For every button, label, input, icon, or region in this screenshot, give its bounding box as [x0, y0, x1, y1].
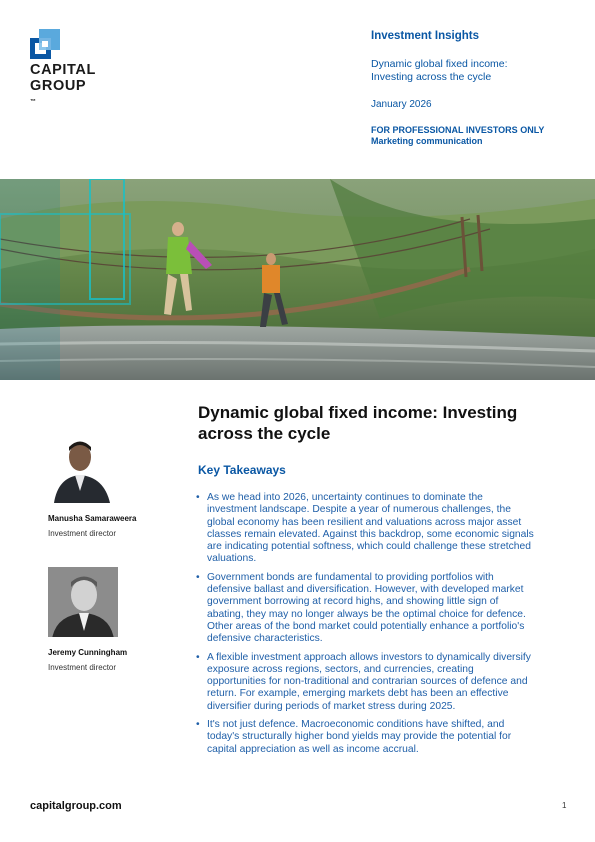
- article-title-line-2: across the cycle: [198, 424, 331, 443]
- key-takeaway-item: [196, 719, 576, 756]
- audience-notice: FOR PROFESSIONAL INVESTORS ONLY: [371, 125, 545, 135]
- key-takeaway-item: [196, 652, 576, 713]
- author-card-2: [48, 567, 127, 673]
- key-takeaway-line: government borrowing at record highs, and showing little sign of: [207, 596, 499, 608]
- author-role-2: Investment director: [48, 663, 117, 672]
- key-takeaway-line: investment landscape. Despite a year of numerous challenges, the: [207, 504, 511, 516]
- key-takeaway-line: defensive ballast and diversification. However, with developed market: [207, 584, 524, 596]
- author-photo-1: [48, 433, 118, 503]
- key-takeaway-line: abating, they may no longer always be the optimal choice for defence.: [207, 608, 526, 620]
- key-takeaway-line: capital appreciation as well as income accrual.: [207, 743, 419, 755]
- key-takeaway-line: return. For example, emerging markets debt has been an effective: [207, 688, 509, 700]
- key-takeaway-line: Other areas of the bond market could potentially enhance a portfolio's: [207, 620, 525, 632]
- document-title-line-2: Investing across the cycle: [371, 71, 492, 83]
- logo-wordmark: [30, 62, 140, 110]
- key-takeaway-line: A flexible investment approach allows investors to dynamically diversify: [207, 651, 531, 663]
- key-takeaways-list: [196, 492, 576, 762]
- bullet-dot-icon: •: [196, 571, 200, 583]
- article-title-line-1: Dynamic global fixed income: Investing: [198, 403, 518, 422]
- marketing-notice: Marketing communication: [371, 136, 483, 146]
- publication-date: January 2026: [371, 99, 432, 110]
- key-takeaway-line: diversifier during periods of market stress during 2025.: [207, 700, 456, 712]
- document-title: [371, 58, 581, 84]
- page-number: 1: [562, 801, 567, 810]
- hero-image: [0, 179, 595, 380]
- hikers-bridge-illustration: [0, 179, 595, 380]
- author-photo-2: [48, 567, 118, 637]
- author-name-1: Manusha Samaraweera: [48, 514, 137, 523]
- key-takeaway-line: As we head into 2026, uncertainty continues to dominate the: [207, 492, 483, 503]
- author-role-1: Investment director: [48, 529, 117, 538]
- key-takeaway-line: are indicating potential softness, which could challenge these stretched: [207, 541, 531, 553]
- document-header: [371, 29, 581, 147]
- key-takeaway-item: [196, 572, 576, 646]
- bullet-dot-icon: •: [196, 719, 200, 731]
- key-takeaway-line: Government bonds are fundamental to providing portfolios with: [207, 571, 494, 583]
- author-card-1: [48, 433, 137, 539]
- document-title-line-1: Dynamic global fixed income:: [371, 58, 508, 70]
- key-takeaway-line: exposure across regions, sectors, and currencies, creating: [207, 663, 474, 675]
- logo-line-2: GROUP ™: [30, 78, 140, 110]
- key-takeaway-line: It's not just defence. Macroeconomic conditions have shifted, and: [207, 719, 505, 731]
- capital-group-logo: [30, 29, 96, 105]
- key-takeaways-heading: Key Takeaways: [198, 463, 286, 477]
- footer-website[interactable]: capitalgroup.com: [30, 800, 122, 812]
- key-takeaway-item: [196, 492, 576, 566]
- key-takeaway-line: global economy has been resilient and valuations across major asset: [207, 516, 522, 528]
- bullet-dot-icon: •: [196, 492, 200, 503]
- logo-line-1: CAPITAL: [30, 62, 96, 78]
- key-takeaway-line: defensive characteristics.: [207, 633, 323, 645]
- key-takeaway-line: valuations.: [207, 553, 257, 565]
- key-takeaway-line: opportunities for non-traditional and contrarian sources of defence and: [207, 676, 528, 688]
- author-name-2: Jeremy Cunningham: [48, 648, 128, 657]
- bullet-dot-icon: •: [196, 651, 200, 663]
- article-title: [198, 402, 578, 444]
- key-takeaway-line: today's structurally higher bond yields may provide the potential for: [207, 731, 512, 743]
- author-portrait-icon: [48, 567, 118, 637]
- key-takeaway-line: classes remain elevated. Against this backdrop, some economic signals: [207, 528, 534, 540]
- trademark: ™: [30, 99, 36, 105]
- author-portrait-icon: [48, 433, 118, 503]
- series-name: Investment Insights: [371, 30, 479, 42]
- capital-group-logo-icon: [30, 29, 60, 59]
